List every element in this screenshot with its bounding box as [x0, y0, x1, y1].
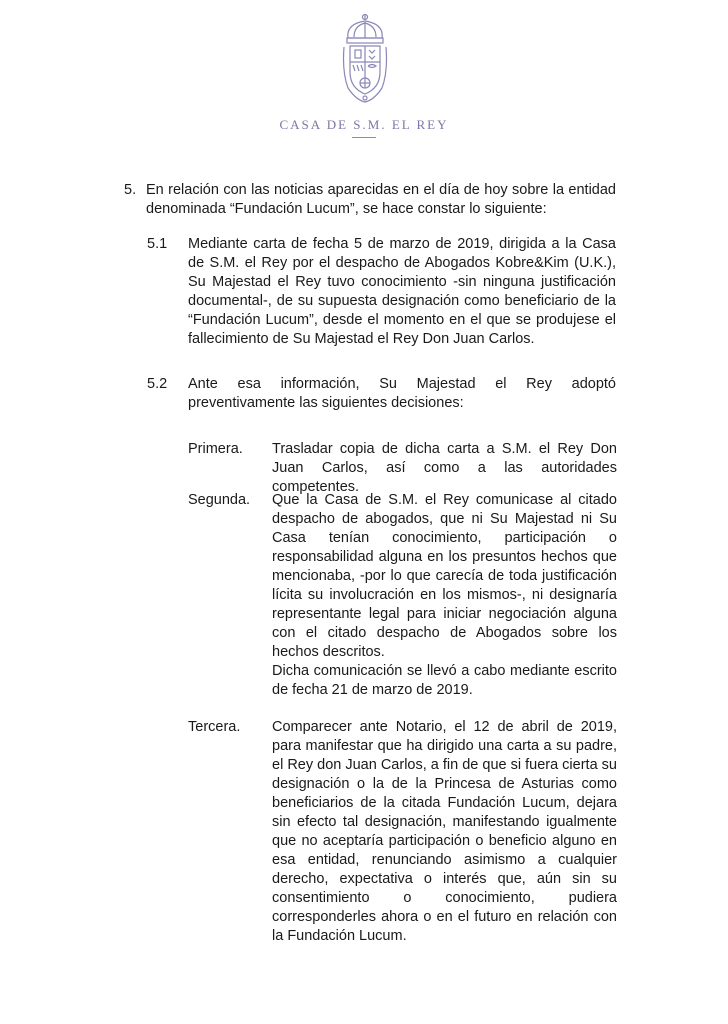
- decision-paragraph: Que la Casa de S.M. el Rey comunicase al citado despacho de abogados, que ni Su Majestad ni Su Casa tenían conocimiento, participación o responsabilidad alguna en los presuntos hechos que mencionaba, -por lo que carecía de toda justificación lícita su involucración en los mismos-, ni designaría representante legal para iniciar negociación alguna con el citado despacho de Abogados sobre los hechos descritos.: [272, 492, 617, 660]
- decision-paragraph: Trasladar copia de dicha carta a S.M. el Rey Don Juan Carlos, así como a las autoridades competentes.: [272, 441, 617, 495]
- subsection-5-2: [188, 375, 616, 413]
- decision-tercera: [272, 718, 617, 946]
- decision-label: Segunda.: [188, 492, 251, 508]
- decision-paragraph: Comparecer ante Notario, el 12 de abril de 2019, para manifestar que ha dirigido una carta a su padre, el Rey don Juan Carlos, a fin de que si fuera cierta su designación o la de la Princesa de Asturias como beneficiarios de la citada Fundación Lucum, dejara sin efecto tal designación, manifestando igualmente que no aceptaría participación o beneficio alguno en esa entidad, renunciando asimismo a cualquier derecho, expectativa o interés que, aún sin su consentimiento o conocimiento, pudiera corresponderles ahora o en el futuro en relación con la Fundación Lucum.: [272, 719, 617, 944]
- royal-coat-of-arms-icon: [334, 12, 396, 104]
- organization-name: CASA DE S.M. EL REY: [279, 117, 449, 132]
- decision-label: Primera.: [188, 441, 243, 457]
- decision-segunda: [272, 491, 617, 662]
- subsection-5-1: [188, 235, 616, 349]
- decision-segunda-note: [272, 662, 617, 700]
- decision-primera: [272, 440, 617, 497]
- section-intro-text: En relación con las noticias aparecidas en el día de hoy sobre la entidad denominada “Fundación Lucum”, se hace constar lo siguiente:: [146, 182, 616, 217]
- decision-label: Tercera.: [188, 719, 241, 735]
- header-divider: [352, 137, 376, 138]
- decision-paragraph: Dicha comunicación se llevó a cabo mediante escrito de fecha 21 de marzo de 2019.: [272, 663, 617, 698]
- section-intro: [146, 181, 616, 219]
- section-number: 5.: [124, 182, 137, 198]
- letterhead: [0, 0, 728, 150]
- subsection-5-1-text: Mediante carta de fecha 5 de marzo de 2019, dirigida a la Casa de S.M. el Rey por el despacho de Abogados Kobre&Kim (U.K.), Su Majestad el Rey tuvo conocimiento -sin ninguna justificación documental-, de su supuesta designación como beneficiario de la “Fundación Lucum”, desde el momento en el que se produjese el fallecimiento de Su Majestad el Rey Don Juan Carlos.: [188, 236, 616, 347]
- subsection-5-2-text: Ante esa información, Su Majestad el Rey adoptó preventivamente las siguientes decisiones:: [188, 376, 616, 411]
- subsection-number: 5.2: [147, 376, 168, 392]
- subsection-number: 5.1: [147, 236, 168, 252]
